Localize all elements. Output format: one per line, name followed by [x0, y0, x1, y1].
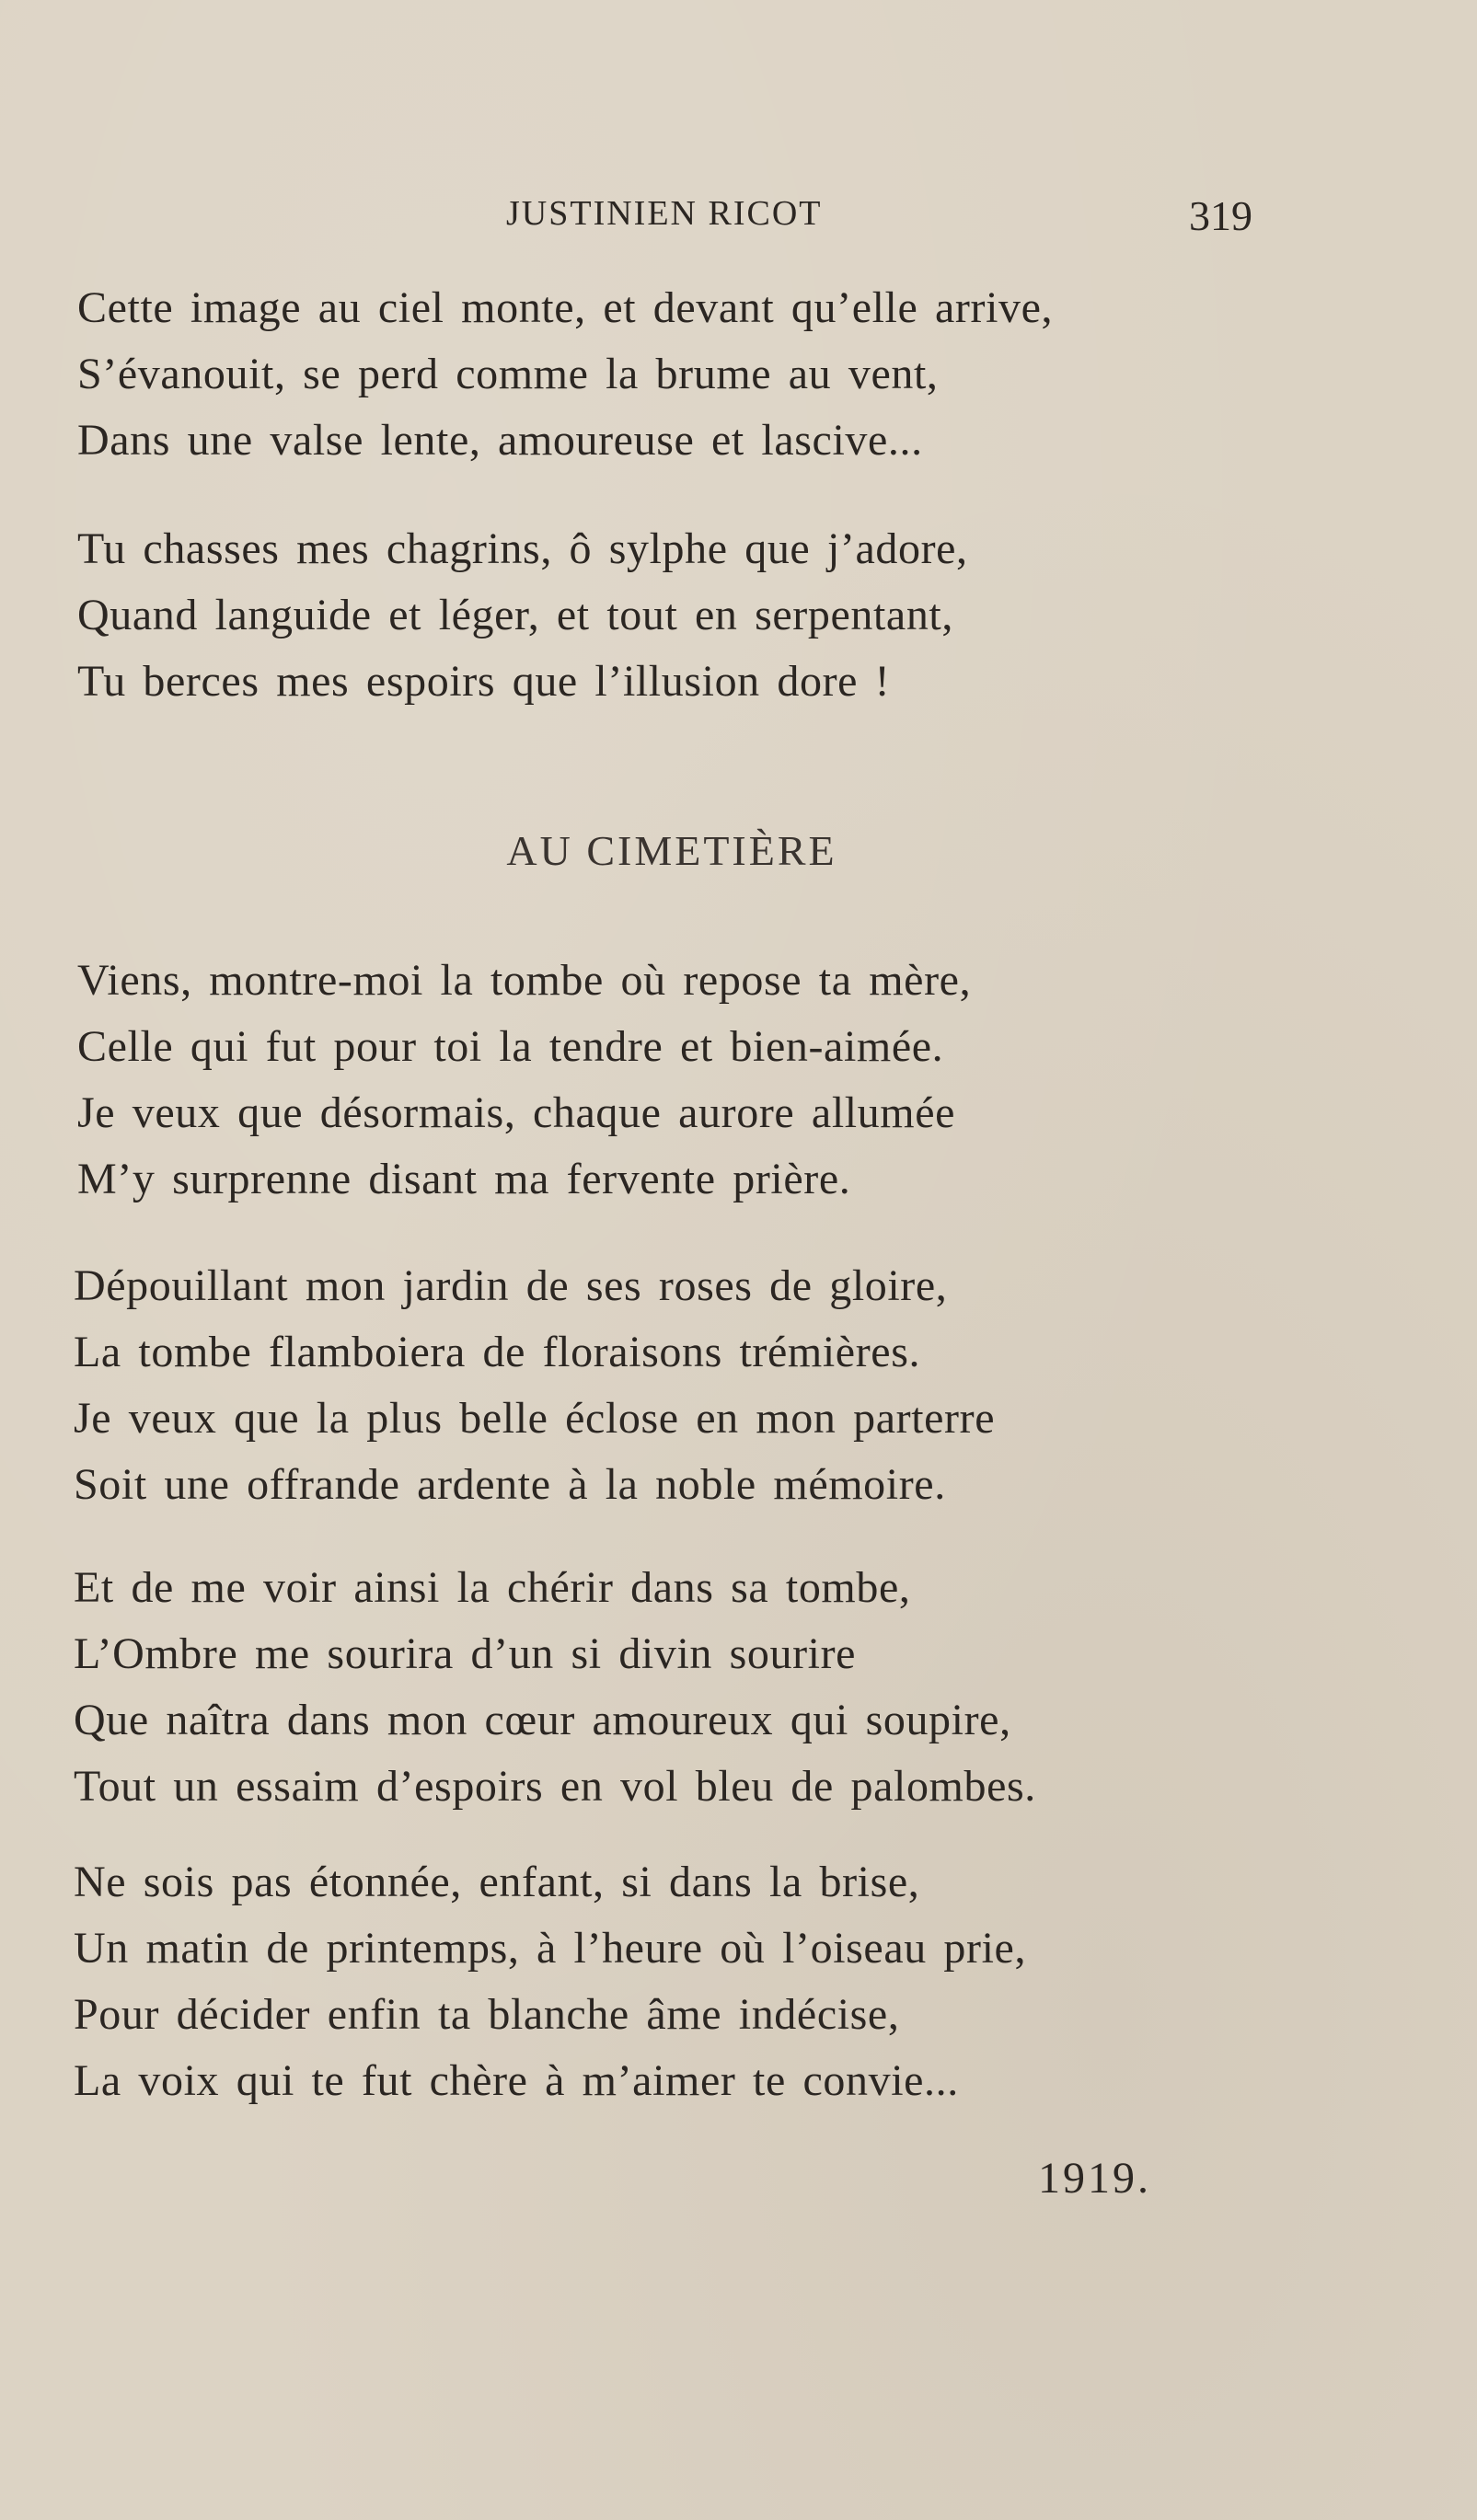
running-title: JUSTINIEN RICOT	[506, 194, 823, 233]
verse-line: S’évanouit, se perd comme la brume au vent,	[77, 350, 939, 398]
verse-line: Un matin de printemps, à l’heure où l’oiseau prie,	[74, 1924, 1027, 1973]
verse-line: Celle qui fut pour toi la tendre et bien-aimée.	[77, 1022, 944, 1071]
verse-line: Pour décider enfin ta blanche âme indécise,	[74, 1990, 900, 2039]
poem-stanza-4	[74, 1849, 1380, 2114]
verse-line: Je veux que désormais, chaque aurore allumée	[77, 1088, 956, 1137]
verse-line: Viens, montre-moi la tombe où repose ta mère,	[77, 956, 972, 1005]
verse-line: Ne sois pas étonnée, enfant, si dans la brise,	[74, 1858, 920, 1906]
poem-title: AU CIMETIÈRE	[506, 827, 837, 874]
verse-line: Dépouillant mon jardin de ses roses de gloire,	[74, 1261, 948, 1310]
verse-line: Soit une offrande ardente à la noble mémoire.	[74, 1460, 946, 1509]
verse-line: Cette image au ciel monte, et devant qu’elle arrive,	[77, 283, 1054, 332]
poem-date: 1919.	[1038, 2154, 1151, 2203]
verse-line: La voix qui te fut chère à m’aimer te convie...	[74, 2056, 959, 2105]
verse-line: Et de me voir ainsi la chérir dans sa tombe,	[74, 1563, 911, 1612]
verse-line: L’Ombre me sourira d’un si divin sourire	[74, 1629, 857, 1678]
previous-poem-stanza-1	[77, 275, 1384, 474]
verse-line: Je veux que la plus belle éclose en mon parterre	[74, 1394, 996, 1443]
verse-line: Dans une valse lente, amoureuse et lascive...	[77, 416, 923, 465]
verse-line: Tu chasses mes chagrins, ô sylphe que j’adore,	[77, 524, 968, 573]
page-number: 319	[1189, 192, 1252, 239]
verse-line: M’y surprenne disant ma fervente prière.	[77, 1155, 851, 1203]
previous-poem-stanza-2	[77, 516, 1384, 715]
poem-stanza-3	[74, 1555, 1380, 1820]
poem-stanza-2	[74, 1253, 1380, 1518]
verse-line: Quand languide et léger, et tout en serpentant,	[77, 591, 953, 639]
running-head	[0, 193, 1477, 248]
verse-line: Tu berces mes espoirs que l’illusion dore !	[77, 657, 891, 706]
verse-line: Tout un essaim d’espoirs en vol bleu de palombes.	[74, 1762, 1036, 1811]
verse-line: Que naîtra dans mon cœur amoureux qui soupire,	[74, 1696, 1011, 1744]
verse-line: La tombe flamboiera de floraisons trémières.	[74, 1328, 921, 1376]
poem-stanza-1	[77, 948, 1384, 1213]
